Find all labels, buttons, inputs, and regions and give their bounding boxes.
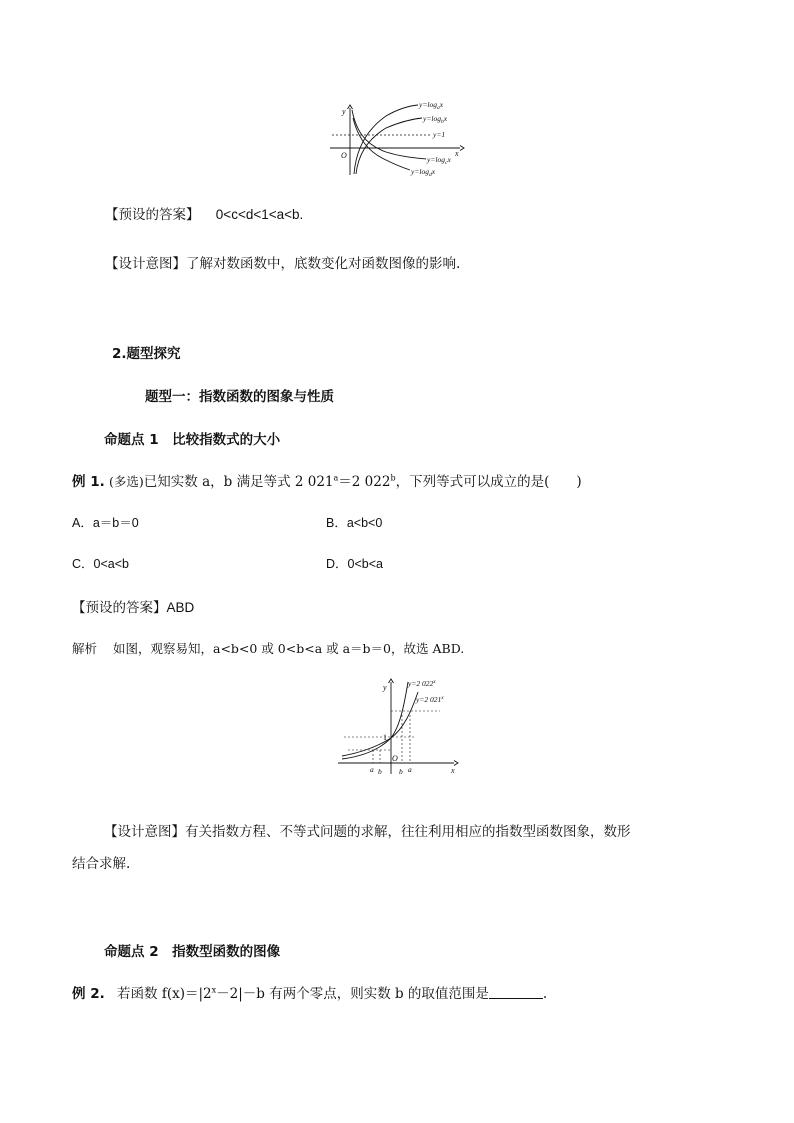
type-1-title: 题型一：指数函数的图象与性质 (145, 389, 334, 405)
tick-a-right: a (408, 765, 412, 774)
example-1-tag: (多选) (109, 474, 144, 489)
intent-1 (105, 252, 460, 272)
analysis (72, 639, 464, 657)
answer-2-label: 【预设的答案】 (72, 600, 167, 616)
exponential-functions-figure (336, 676, 466, 776)
example-1-sup-b: b (390, 473, 396, 483)
answer-1-label: 【预设的答案】 (105, 207, 200, 223)
label-log-b: $y=\log_bx$ (423, 114, 448, 125)
origin-label: O (341, 151, 347, 160)
x-axis-arrow (454, 761, 458, 766)
intent-1-text: 了解对数函数中，底数变化对函数图像的影响. (186, 256, 461, 272)
example-1-label: 例 1. (72, 474, 105, 490)
example-1-text-b: ＝2 022 (338, 474, 391, 490)
label-log-a: $y=\log_ax$ (419, 100, 444, 111)
option-d: D．0<b<a (326, 557, 383, 571)
example-2-text-b: －2|－b 有两个零点，则实数 b 的取值范围是 (216, 986, 489, 1002)
example-1-text-c: ，下列等式可以成立的是( ) (395, 474, 582, 490)
label-log-c: $y=\log_cx$ (427, 155, 451, 166)
answer-blank[interactable] (489, 986, 543, 999)
example-2-text-c: . (542, 986, 548, 1002)
x-axis-label: x (455, 149, 459, 158)
label-y1: y=1 (433, 130, 446, 139)
option-a: A．a＝b＝0 (72, 516, 139, 530)
answer-1 (105, 203, 303, 223)
example-2-label: 例 2. (72, 986, 105, 1002)
intent-1-label: 【设计意图】 (105, 256, 186, 272)
y-axis-label: y (342, 107, 346, 116)
analysis-label: 解析 (72, 641, 98, 656)
section-title: 2.题型探究 (112, 346, 181, 362)
x-axis-arrow (460, 146, 464, 151)
point-2-title: 命题点 2 指数型函数的图像 (104, 944, 281, 960)
example-2-text-a: 若函数 f(x)＝|2 (117, 986, 212, 1002)
example-2 (72, 982, 547, 1002)
label-one: 1 (383, 733, 387, 742)
intent-2-text-1: 有关指数方程、不等式问题的求解，往往利用相应的指数型函数图象，数形 (185, 824, 631, 840)
y-axis-label: y (383, 683, 387, 692)
label-2022x: y=2 022$^x$ (408, 679, 436, 688)
x-axis-label: x (451, 766, 455, 775)
tick-a-left: a (370, 765, 374, 774)
label-origin: O (392, 754, 398, 763)
answer-2-text: ABD (166, 600, 195, 615)
intent-2-line-2: 结合求解. (72, 856, 131, 872)
tick-b-right: b (399, 767, 403, 776)
curve-2022x (342, 682, 408, 759)
intent-2-line-1 (104, 820, 631, 840)
point-1-title: 命题点 1 比较指数式的大小 (104, 432, 281, 448)
curve-log-a (354, 105, 418, 174)
intent-2-label: 【设计意图】 (104, 824, 185, 840)
log-functions-figure (326, 100, 476, 180)
example-1-sup-a: a (333, 473, 339, 483)
analysis-text: 如图，观察易知，a<b<0 或 0<b<a 或 a＝b＝0，故选 ABD. (113, 641, 465, 656)
label-2021x: y=2 021$^x$ (416, 695, 444, 704)
example-1-text-a: 已知实数 a，b 满足等式 2 021 (143, 474, 334, 490)
tick-b-left: b (378, 767, 382, 776)
curve-log-b (356, 118, 422, 174)
answer-2 (72, 596, 194, 616)
example-2-sup: x (211, 985, 217, 995)
option-c: C．0<a<b (72, 557, 129, 571)
example-1 (72, 470, 582, 490)
answer-1-text: 0<c<d<1<a<b. (215, 207, 304, 222)
option-b: B．a<b<0 (326, 516, 383, 530)
label-log-d: $y=\log_dx$ (411, 167, 436, 178)
